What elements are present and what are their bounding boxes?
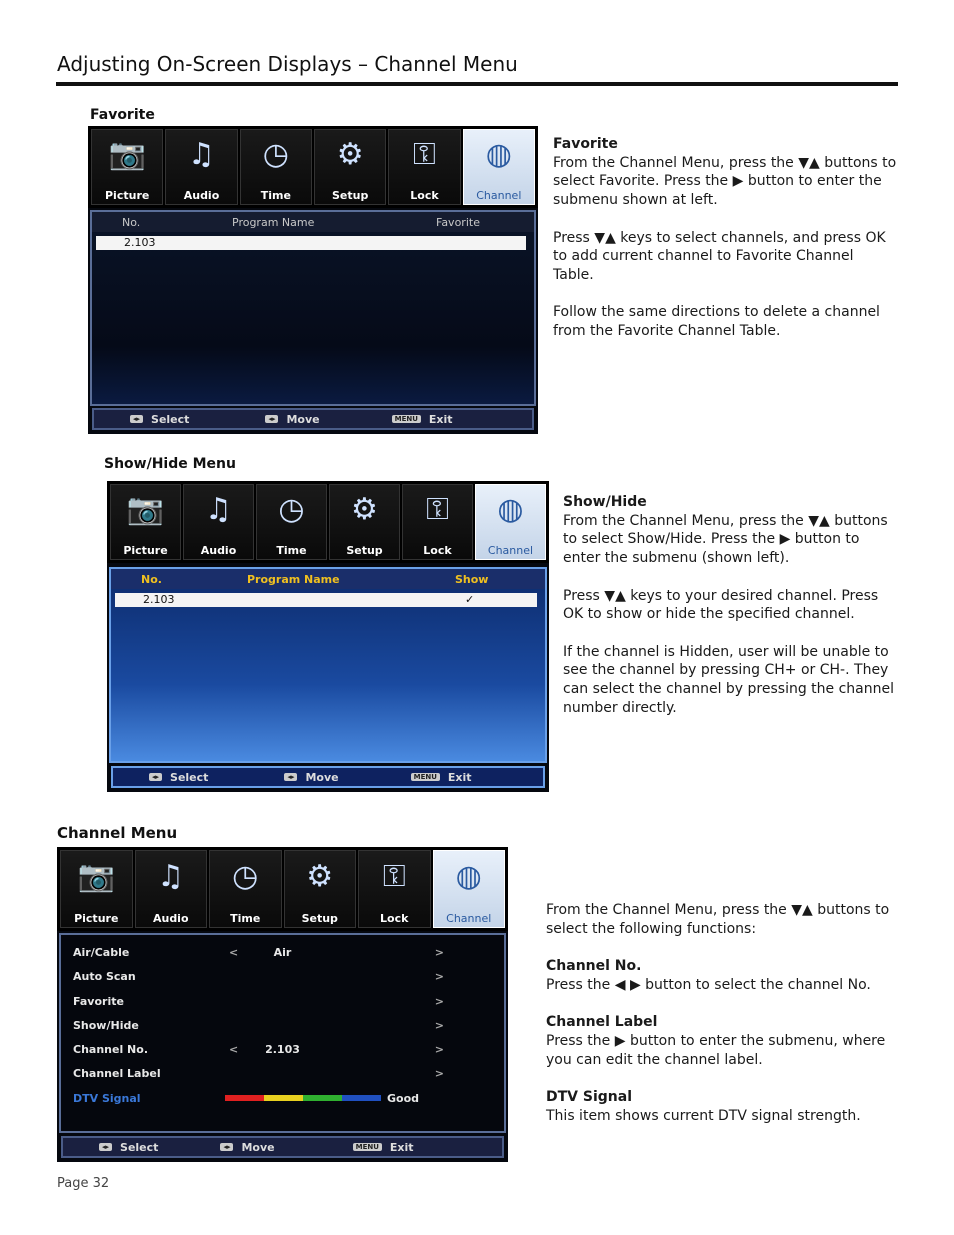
key-icon: ⚿ — [426, 492, 449, 528]
dtv-signal-heading: DTV Signal — [546, 1088, 632, 1105]
signal-segment-red — [225, 1095, 264, 1101]
signal-segment-green — [303, 1095, 342, 1101]
picture-tile: 📷 Picture — [110, 484, 181, 560]
showhide-caption: Show/Hide Menu — [104, 456, 236, 472]
check-icon: ✓ — [465, 593, 475, 606]
page-number: Page 32 — [57, 1176, 110, 1191]
menu-key-icon: MENU — [392, 415, 421, 423]
menu-row-dtv-signal: DTV Signal Good — [73, 1091, 420, 1105]
arrow-right-icon: > — [434, 1043, 444, 1057]
camera-icon: 📷 — [126, 492, 165, 528]
favorite-list-panel — [90, 210, 536, 406]
time-tile: ◷ Time — [256, 484, 327, 560]
favorite-table-header: No. Program Name Favorite — [92, 212, 534, 232]
channel-menu-desc-intro: From the Channel Menu, press the ▼▲ buttons to select the following functions: — [546, 902, 890, 937]
favorite-desc-heading: Favorite — [553, 136, 618, 152]
wrench-icon: ⚙ — [351, 492, 378, 528]
channel-tile: ◍ Channel — [433, 850, 506, 928]
channel-no-heading: Channel No. — [546, 958, 642, 975]
favorite-selected-row: 2.103 — [96, 236, 526, 250]
channel-menu-description — [546, 901, 898, 1144]
globe-icon: ◍ — [455, 858, 482, 894]
select-key-icon: ◂▸ — [99, 1143, 112, 1151]
showhide-desc-para: Press ▼▲ keys to your desired channel. Press OK to show or hide the specified channel. — [563, 587, 879, 623]
channel-menu-list — [61, 941, 504, 1111]
wrench-icon: ⚙ — [306, 858, 334, 894]
music-note-icon: ♫ — [205, 492, 232, 528]
globe-icon: ◍ — [485, 137, 512, 173]
osd-icon-bar — [88, 126, 538, 208]
picture-tile: 📷 Picture — [91, 129, 163, 205]
showhide-desc-heading: Show/Hide — [563, 494, 647, 510]
favorite-osd-screenshot — [88, 126, 538, 434]
audio-tile: ♫ Audio — [165, 129, 237, 205]
audio-tile: ♫ Audio — [135, 850, 208, 928]
arrow-left-icon: < — [229, 1043, 239, 1057]
favorite-desc-para: From the Channel Menu, press the ▼▲ buttons to select Favorite. Press the ▶ button to enter the submenu shown at left. — [553, 154, 897, 209]
osd-icon-bar — [57, 847, 508, 931]
showhide-desc-para: From the Channel Menu, press the ▼▲ buttons to select Show/Hide. Press the ▶ button to enter the submenu (shown left). — [563, 512, 888, 567]
channel-tile: ◍ Channel — [475, 484, 546, 560]
arrow-right-icon: > — [434, 1018, 444, 1032]
channel-menu-bottom-bar: ◂▸ Select ◂▸ Move MENU Exit — [61, 1136, 504, 1158]
menu-row-channel-label: Channel Label > — [73, 1067, 444, 1081]
camera-icon: 📷 — [108, 137, 146, 173]
lock-tile: ⚿ Lock — [402, 484, 473, 560]
favorite-description — [553, 135, 898, 359]
picture-tile: 📷 Picture — [60, 850, 133, 928]
move-key-icon: ◂▸ — [284, 773, 297, 781]
select-key-icon: ◂▸ — [130, 415, 143, 423]
channel-menu-osd-screenshot — [57, 847, 508, 1162]
time-tile: ◷ Time — [240, 129, 312, 205]
arrow-left-icon: < — [229, 946, 239, 959]
channel-tile: ◍ Channel — [463, 129, 535, 205]
signal-segment-yellow — [264, 1095, 303, 1101]
key-icon: ⚿ — [413, 137, 436, 173]
favorite-desc-para: Press ▼▲ keys to select channels, and press OK to add current channel to Favorite Channel Table. — [553, 229, 886, 283]
channel-label-text: Press the ▶ button to enter the submenu, where you can edit the channel label. — [546, 1032, 886, 1068]
lock-tile: ⚿ Lock — [358, 850, 431, 928]
key-icon: ⚿ — [382, 858, 406, 894]
showhide-osd-screenshot — [107, 481, 549, 792]
clock-icon: ◷ — [278, 492, 305, 528]
arrow-right-icon: > — [434, 970, 444, 984]
favorite-bottom-bar: ◂▸ Select ◂▸ Move MENU Exit — [92, 408, 534, 430]
showhide-list-panel — [109, 567, 547, 763]
menu-row-show-hide: Show/Hide > — [73, 1018, 444, 1032]
channel-menu-panel — [59, 933, 506, 1133]
music-note-icon: ♫ — [188, 137, 215, 173]
signal-strength-bar — [225, 1095, 381, 1101]
menu-row-air-cable: Air/Cable < Air > — [73, 946, 444, 959]
arrow-right-icon: > — [434, 946, 444, 959]
dtv-signal-text: This item shows current DTV signal strength. — [546, 1107, 861, 1124]
move-key-icon: ◂▸ — [220, 1143, 233, 1151]
arrow-right-icon: > — [434, 994, 444, 1008]
menu-key-icon: MENU — [411, 773, 440, 781]
globe-icon: ◍ — [497, 492, 524, 528]
menu-row-favorite: Favorite > — [73, 994, 444, 1008]
wrench-icon: ⚙ — [336, 137, 364, 173]
signal-segment-blue — [342, 1095, 381, 1101]
showhide-table-header: No. Program Name Show — [111, 569, 545, 589]
music-note-icon: ♫ — [157, 858, 185, 894]
arrow-right-icon: > — [434, 1067, 444, 1081]
time-tile: ◷ Time — [209, 850, 282, 928]
move-key-icon: ◂▸ — [265, 415, 278, 423]
favorite-caption: Favorite — [90, 107, 155, 123]
showhide-selected-row: 2.103 ✓ — [115, 593, 537, 607]
camera-icon: 📷 — [77, 858, 115, 894]
setup-tile: ⚙ Setup — [314, 129, 386, 205]
osd-icon-bar — [107, 481, 549, 563]
clock-icon: ◷ — [262, 137, 289, 173]
title-rule — [56, 82, 898, 86]
showhide-description — [563, 493, 898, 736]
menu-key-icon: MENU — [353, 1143, 382, 1151]
signal-quality-label: Good — [387, 1091, 420, 1105]
channel-no-text: Press the ◀ ▶ button to select the channel No. — [546, 976, 871, 993]
favorite-desc-para: Follow the same directions to delete a channel from the Favorite Channel Table. — [553, 304, 880, 339]
lock-tile: ⚿ Lock — [388, 129, 460, 205]
channel-menu-caption: Channel Menu — [57, 824, 178, 842]
setup-tile: ⚙ Setup — [284, 850, 357, 928]
clock-icon: ◷ — [232, 858, 259, 894]
setup-tile: ⚙ Setup — [329, 484, 400, 560]
showhide-bottom-bar: ◂▸ Select ◂▸ Move MENU Exit — [111, 766, 545, 788]
menu-row-auto-scan: Auto Scan > — [73, 970, 444, 984]
page-title: Adjusting On-Screen Displays – Channel Menu — [57, 52, 518, 76]
select-key-icon: ◂▸ — [149, 773, 162, 781]
menu-row-channel-no: Channel No. < 2.103 > — [73, 1043, 444, 1057]
audio-tile: ♫ Audio — [183, 484, 254, 560]
showhide-desc-para: If the channel is Hidden, user will be unable to see the channel by pressing CH+ or CH-. They can select the channel by pressing the channel number directly. — [563, 643, 895, 716]
channel-label-heading: Channel Label — [546, 1014, 658, 1031]
